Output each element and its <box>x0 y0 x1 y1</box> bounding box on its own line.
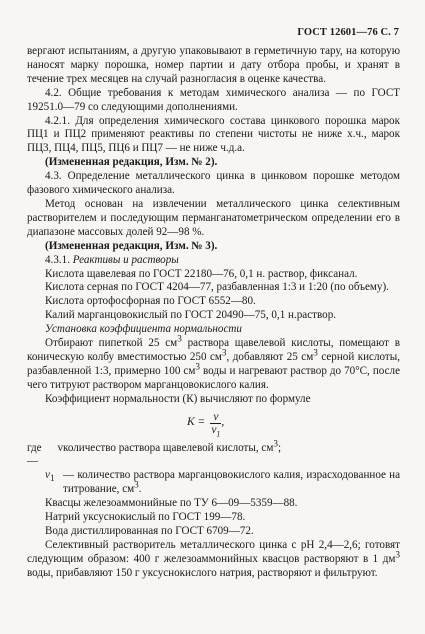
variable-definition-v: где v — количество раствора щавелевой кислоты, $см^3$; <box>27 438 282 468</box>
paragraph-4-2-1: 4.2.1. Для определения химического состава цинкового порошка марок ПЦ1 и ПЦ2 применяют реактивы по степени чистоты не ниже х.ч., марок ПЦ3, ПЦ4, ПЦ5, ПЦ6 и ПЦ7 — не ниже ч.д.а. <box>27 114 400 155</box>
paragraph-4-3: 4.3. Определение металлического цинка в цинковом порошке методом фазового химического анализа. <box>27 170 400 197</box>
section-title: Реактивы и растворы <box>72 253 179 266</box>
section-4-3-1-heading <box>27 254 400 268</box>
normality-subheading: Установка коэффициента нормальности <box>45 323 242 336</box>
amendment-note-3: (Измененная редакция, Изм. № 3). <box>45 239 218 252</box>
normality-formula <box>187 411 400 436</box>
formula-intro: Коэффициент нормальности (К) вычисляют по формуле <box>45 392 311 405</box>
reagent-potassium-permanganate: Калий марганцовокислый по ГОСТ 20490—75, 0,1 н.раствор. <box>45 309 337 322</box>
amendment-note-2: (Измененная редакция, Изм. № 2). <box>45 156 218 169</box>
reagent-distilled-water: Вода дистиллированная по ГОСТ 6709—72. <box>45 525 254 537</box>
reagent-phosphoric-acid: Кислота ортофосфорная по ГОСТ 6552—80. <box>45 295 256 308</box>
method-description: Метод основан на извлечении металлического цинка селективным растворителем и последующим перманганатометрическом определении его в диапазоне массовых долей 92—98 %. <box>27 197 400 238</box>
selective-solvent-paragraph: Селективный растворитель металлического цинка с pH 2,4—2,6; готовят следующим образом: 400 г железоаммонийных квасцов растворяют в 1 $дм^3$ воды, прибавляют 150 г уксуснокислого натрия, растворяют и фильтруют. <box>27 538 400 579</box>
formula-numerator: v <box>210 411 221 424</box>
formula-lhs: K = <box>187 416 206 429</box>
reagent-sulfuric-acid: Кислота серная по ГОСТ 4204—77, разбавленная 1:3 и 1:20 (по объему). <box>45 281 389 294</box>
reagent-iron-alum: Квасцы железоаммонийные по ТУ 6—09—5359—88. <box>45 497 298 510</box>
section-number: 4.3.1. <box>45 253 73 266</box>
formula-fraction <box>210 411 221 436</box>
paragraph-4-2: 4.2. Общие требования к методам химического анализа — по ГОСТ 19251.0—79 со следующими дополнениями. <box>27 86 400 113</box>
variable-definition-v1: $v_1$ — количество раствора марганцовокислого калия, израсходованное на титрование, $см^3$. <box>45 469 400 496</box>
paragraph-continuation: вергают испытаниям, а другую упаковывают в герметичную тару, на которую наносят марку порошка, номер партии и дату отбора пробы, и хранят в течение трех месяцев на случай разногласия в оценке качества. <box>27 45 400 85</box>
document-body <box>27 45 400 581</box>
reagent-sodium-acetate: Натрий уксуснокислый по ГОСТ 199—78. <box>45 511 246 524</box>
formula-denominator: $v_1$ <box>211 423 221 438</box>
reagent-oxalic-acid: Кислота щавелевая по ГОСТ 22180—76, 0,1 н. раствор, фиксанал. <box>45 267 358 280</box>
page-header: ГОСТ 12601—76 С. 7 <box>297 27 399 38</box>
titration-procedure: Отбирают пипеткой 25 $см^3$ раствора щавелевой кислоты, помещают в коническую колбу вместимостью 250 $см^3$, добавляют 25 $см^3$ серной кислоты, разбавленной 1:3, примерно 100 $см^3$ воды и нагревают раствор до 70°С, после чего титруют раствором марганцовокислого калия. <box>27 334 400 391</box>
formula-comma: , <box>221 416 225 429</box>
